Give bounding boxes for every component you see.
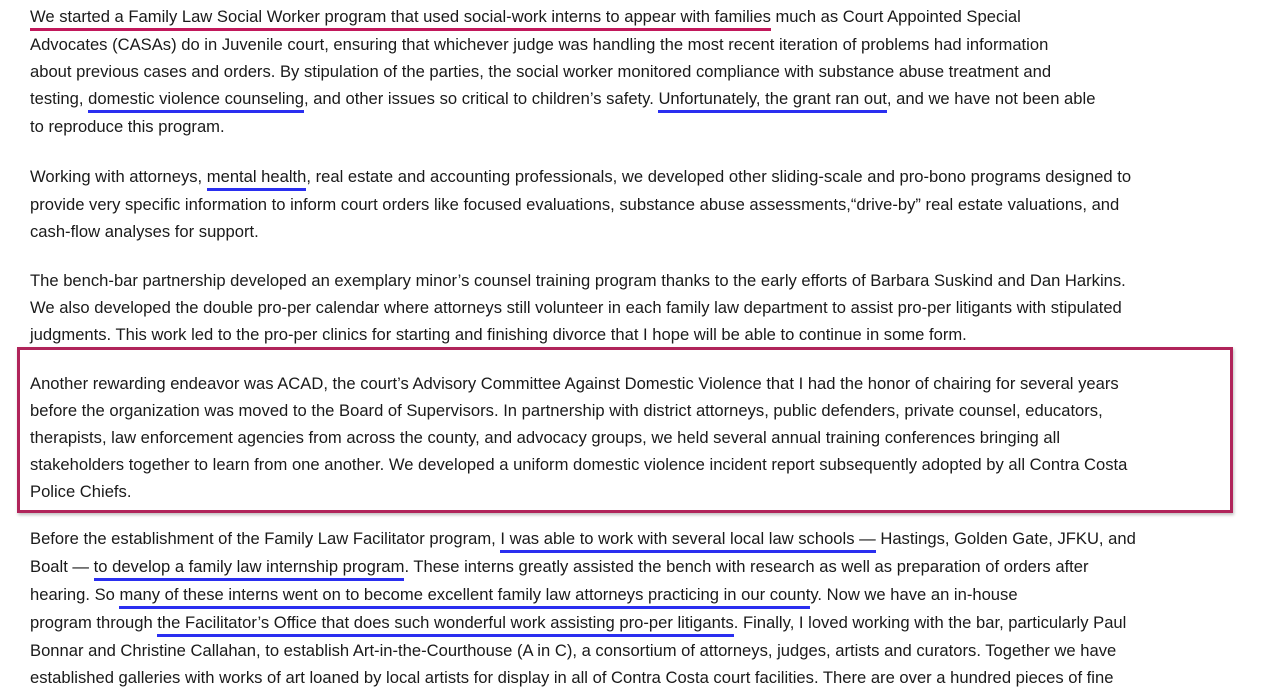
underlined-phrase-blue: Unfortunately, the grant ran out — [658, 88, 886, 113]
text-line — [30, 218, 1131, 245]
underlined-phrase-blue: the Facilitator’s Office that does such wonderful work assisting pro-per litigants — [157, 612, 733, 637]
text-line — [30, 609, 1136, 637]
text-segment: , real estate and accounting professionals, we developed other sliding-scale and pro-bono programs designed to — [306, 167, 1132, 186]
text-segment: The bench-bar partnership developed an exemplary minor’s counsel training program thanks to the early efforts of Barbara Suskind and Dan Harkins. — [30, 271, 1126, 290]
text-line — [30, 3, 1095, 31]
text-segment: therapists, law enforcement agencies from across the county, and advocacy groups, we held several annual training conferences bringing all — [30, 428, 1061, 447]
text-line — [30, 163, 1131, 191]
text-segment: about previous cases and orders. By stipulation of the parties, the social worker monitored compliance with substance abuse treatment and — [30, 62, 1052, 81]
text-segment: , and we have not been able — [886, 89, 1096, 108]
text-line — [30, 58, 1095, 85]
underlined-phrase-red: We started a Family Law Social Worker program that used social-work interns to appear with families — [30, 6, 771, 31]
paragraph — [30, 525, 1136, 691]
text-line — [30, 424, 1127, 451]
text-segment: program through — [30, 613, 158, 632]
text-segment: Working with attorneys, — [30, 167, 207, 186]
text-segment: before the organization was moved to the Board of Supervisors. In partnership with district attorneys, public defenders, private counsel, educators, — [30, 401, 1103, 420]
text-line — [30, 525, 1136, 553]
text-segment: much as Court Appointed Special — [770, 7, 1021, 26]
underlined-phrase-blue: domestic violence counseling — [88, 88, 304, 113]
paragraph — [30, 3, 1095, 140]
text-line — [30, 113, 1095, 140]
text-line — [30, 478, 1127, 505]
text-segment: Hastings, Golden Gate, JFKU, and — [875, 529, 1136, 548]
text-segment: to reproduce this program. — [30, 117, 225, 136]
underlined-phrase-blue: to develop a family law internship program — [94, 556, 405, 581]
text-segment: Before the establishment of the Family Law Facilitator program, — [30, 529, 501, 548]
text-line — [30, 553, 1136, 581]
text-segment: stakeholders together to learn from one another. We developed a uniform domestic violence incident report subsequently adopted by all Contra Costa — [30, 455, 1128, 474]
text-segment: cash-flow analyses for support. — [30, 222, 259, 241]
text-segment: established galleries with works of art loaned by local artists for display in all of Contra Costa court facilities. There are over a hundred pieces of fine — [30, 668, 1114, 687]
text-line — [30, 85, 1095, 113]
paragraph — [30, 370, 1127, 505]
text-segment: provide very specific information to inform court orders like focused evaluations, substance abuse assessments,“drive-by” real estate valuations, and — [30, 195, 1120, 214]
underlined-phrase-blue: I was able to work with several local law schools — — [500, 528, 875, 553]
text-line — [30, 637, 1136, 664]
underlined-phrase-blue: mental health — [207, 166, 307, 191]
text-line — [30, 664, 1136, 691]
text-line — [30, 370, 1127, 397]
text-segment: We also developed the double pro-per calendar where attorneys still volunteer in each family law department to assist pro-per litigants with stipulated — [30, 298, 1122, 317]
text-segment: judgments. This work led to the pro-per clinics for starting and finishing divorce that I hope will be able to continue in some form. — [30, 325, 967, 344]
text-line — [30, 581, 1136, 609]
text-segment: Police Chiefs. — [30, 482, 132, 501]
paragraph — [30, 267, 1126, 348]
text-segment: hearing. So — [30, 585, 120, 604]
text-segment: Another rewarding endeavor was ACAD, the court’s Advisory Committee Against Domestic Violence that I had the honor of chairing for several years — [30, 374, 1119, 393]
text-line — [30, 191, 1131, 218]
text-segment: Bonnar and Christine Callahan, to establish Art-in-the-Courthouse (A in C), a consortium of attorneys, judges, artists and curators. Together we have — [30, 641, 1117, 660]
text-segment: Boalt — — [30, 557, 94, 576]
text-segment: . These interns greatly assisted the bench with research as well as preparation of orders after — [404, 557, 1089, 576]
text-segment: Advocates (CASAs) do in Juvenile court, ensuring that whichever judge was handling the most recent iteration of problems had information — [30, 35, 1049, 54]
text-line — [30, 294, 1126, 321]
text-segment: . Finally, I loved working with the bar, particularly Paul — [733, 613, 1127, 632]
text-line — [30, 31, 1095, 58]
text-segment: , and other issues so critical to children’s safety. — [303, 89, 659, 108]
text-line — [30, 267, 1126, 294]
text-line — [30, 397, 1127, 424]
paragraph — [30, 163, 1131, 245]
text-line — [30, 321, 1126, 348]
text-line — [30, 451, 1127, 478]
text-segment: y. Now we have an in-house — [810, 585, 1018, 604]
text-segment: testing, — [30, 89, 89, 108]
underlined-phrase-blue: many of these interns went on to become excellent family law attorneys practicing in our count — [119, 584, 810, 609]
